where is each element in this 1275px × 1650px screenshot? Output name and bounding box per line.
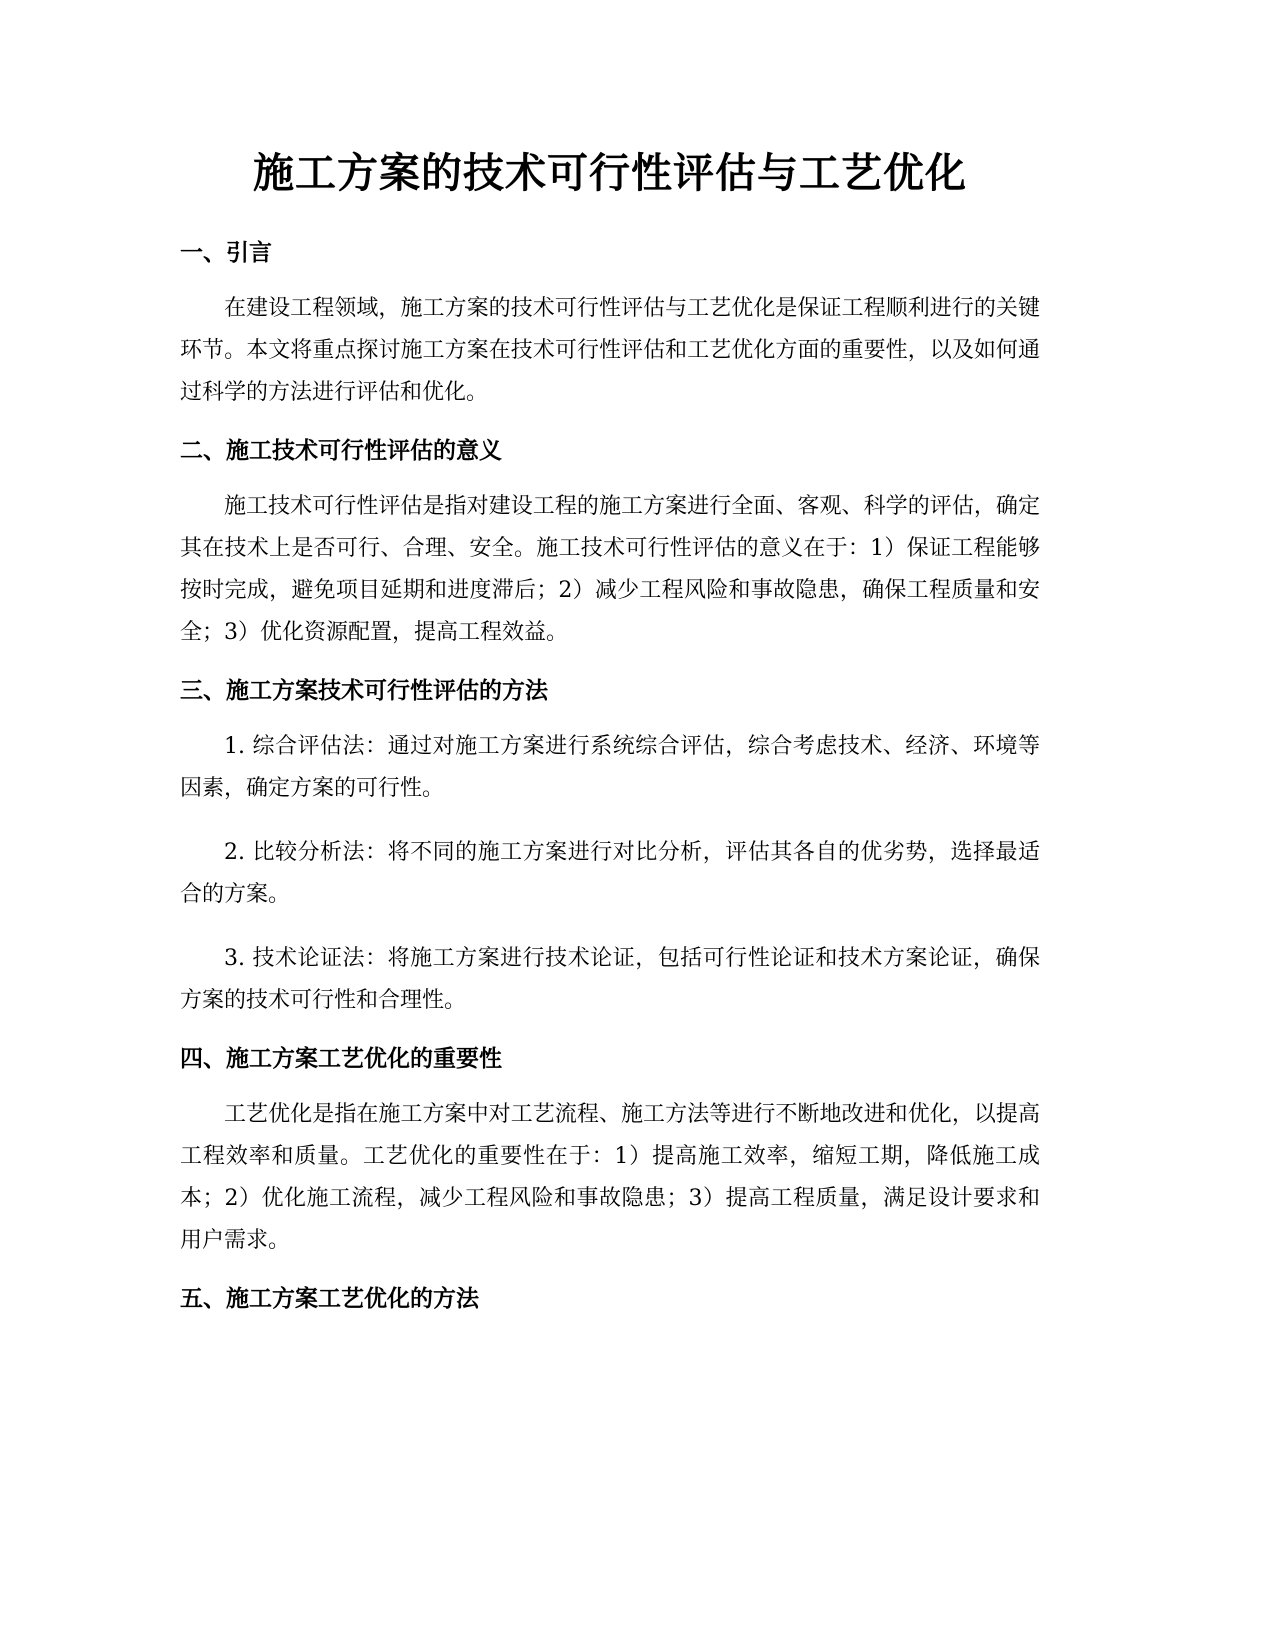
section-heading: 二、施工技术可行性评估的意义	[180, 438, 502, 464]
list-item: 1. 综合评估法：通过对施工方案进行系统综合评估，综合考虑技术、经济、环境等因素，确定方案的可行性。	[180, 734, 1040, 801]
document-page	[180, 148, 1040, 1334]
section-introduction	[180, 238, 1040, 414]
section-heading: 五、施工方案工艺优化的方法	[180, 1286, 479, 1312]
document-title: 施工方案的技术可行性评估与工艺优化	[253, 149, 967, 197]
section-process-optimization-importance	[180, 1044, 1040, 1262]
section-feasibility-methods	[180, 676, 1040, 1022]
section-heading: 四、施工方案工艺优化的重要性	[180, 1046, 502, 1072]
paragraph: 在建设工程领域，施工方案的技术可行性评估与工艺优化是保证工程顺利进行的关键环节。本文将重点探讨施工方案在技术可行性评估和工艺优化方面的重要性，以及如何通过科学的方法进行评估和优化。	[180, 296, 1040, 405]
list-item: 3. 技术论证法：将施工方案进行技术论证，包括可行性论证和技术方案论证，确保方案的技术可行性和合理性。	[180, 946, 1040, 1013]
section-feasibility-significance	[180, 436, 1040, 654]
section-heading: 三、施工方案技术可行性评估的方法	[180, 678, 548, 704]
paragraph: 工艺优化是指在施工方案中对工艺流程、施工方法等进行不断地改进和优化，以提高工程效率和质量。工艺优化的重要性在于：1）提高施工效率，缩短工期，降低施工成本；2）优化施工流程，减少工程风险和事故隐患；3）提高工程质量，满足设计要求和用户需求。	[180, 1102, 1040, 1253]
section-process-optimization-methods	[180, 1284, 1040, 1314]
paragraph: 施工技术可行性评估是指对建设工程的施工方案进行全面、客观、科学的评估，确定其在技术上是否可行、合理、安全。施工技术可行性评估的意义在于：1）保证工程能够按时完成，避免项目延期和进度滞后；2）减少工程风险和事故隐患，确保工程质量和安全；3）优化资源配置，提高工程效益。	[180, 494, 1040, 645]
section-heading: 一、引言	[180, 240, 272, 266]
list-item: 2. 比较分析法：将不同的施工方案进行对比分析，评估其各自的优劣势，选择最适合的方案。	[180, 840, 1040, 907]
